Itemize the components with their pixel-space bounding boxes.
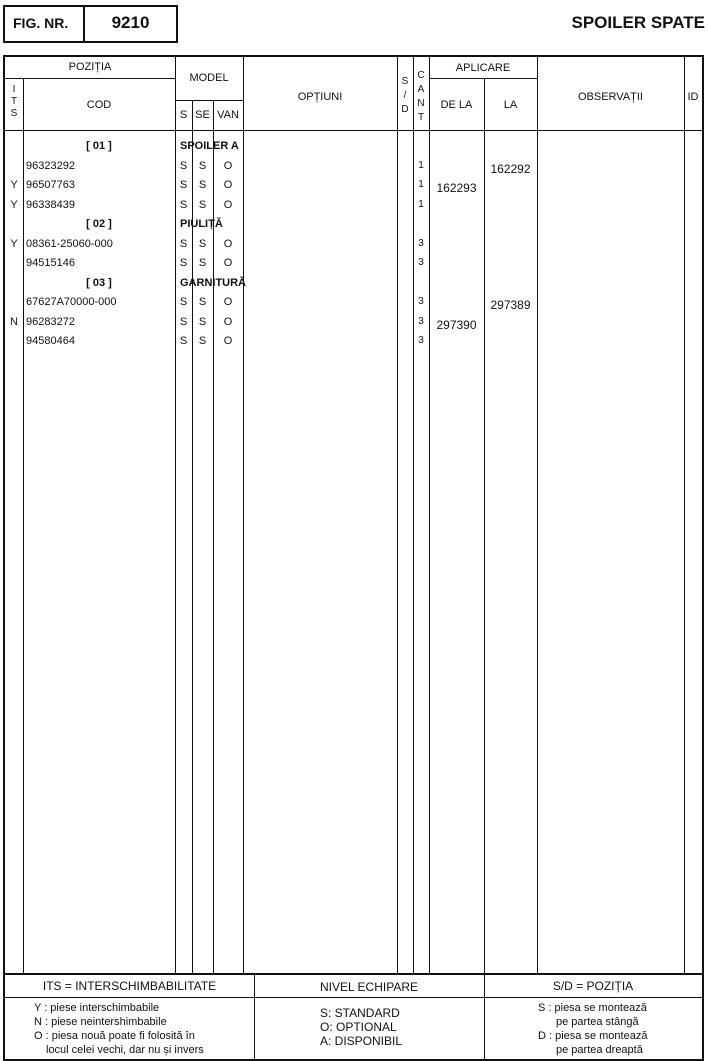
col-header-sd-1: S	[401, 76, 409, 87]
row-cod: [ 01 ]	[86, 140, 112, 152]
row-model-se: S	[198, 296, 207, 308]
row-cod: 94580464	[26, 335, 75, 347]
row-model-s: S	[179, 257, 188, 269]
col-header-de-la: DE LA	[440, 99, 473, 111]
row-model-s: S	[179, 159, 188, 172]
footer-its-line-4: locul celei vechi, dar nu și invers	[46, 1044, 204, 1056]
row-desc: PIULIȚĂ	[180, 218, 223, 230]
row-cod: 96338439	[26, 198, 75, 211]
col-header-id: ID	[687, 91, 699, 103]
col-header-model-van: VAN	[217, 109, 239, 121]
row-model-van: O	[223, 335, 233, 347]
row-cod: [ 03 ]	[86, 276, 112, 289]
row-de-la: 297390	[436, 317, 477, 332]
aplicare-underline	[429, 78, 537, 79]
col-header-its-1: I	[12, 84, 16, 95]
col-header-model-se: SE	[195, 109, 210, 121]
row-model-se: S	[198, 179, 207, 191]
model-underline	[175, 100, 243, 101]
col-header-cod: COD	[86, 99, 112, 111]
footer-its-line-1: Y : piese interschimbabile	[34, 1002, 160, 1014]
row-model-van: O	[223, 159, 233, 172]
body-bottom-line	[5, 973, 702, 975]
footer-its-title: ITS = INTERSCHIMBABILITATE	[42, 979, 217, 993]
page-title: SPOILER SPATE	[571, 13, 705, 32]
row-cant: 1	[418, 198, 424, 210]
col-header-cant-2: A	[417, 84, 425, 95]
row-model-se: S	[198, 237, 207, 250]
col-header-optiuni: OPȚIUNI	[297, 91, 343, 103]
footer-title-line	[5, 997, 702, 998]
row-its: Y	[10, 179, 18, 191]
row-its: Y	[10, 237, 18, 250]
row-la: 297389	[490, 298, 531, 312]
col-line-la	[537, 57, 538, 973]
col-line-cant	[429, 57, 430, 973]
footer-sd-title: S/D = POZIȚIA	[552, 979, 634, 993]
footer-sd-line-3: D : piesa se montează	[538, 1030, 648, 1042]
row-desc: GARNITURĂ	[180, 276, 246, 289]
row-model-se: S	[198, 198, 207, 211]
row-model-se: S	[198, 335, 207, 347]
row-model-se: S	[198, 315, 207, 328]
fig-label: FIG. NR.	[13, 15, 69, 31]
row-cod: 94515146	[26, 257, 75, 269]
row-cod: 67627A70000-000	[26, 296, 117, 308]
row-model-s: S	[179, 198, 188, 211]
col-line-se	[213, 100, 214, 973]
col-header-cant-1: C	[417, 70, 425, 81]
row-model-s: S	[179, 335, 188, 347]
row-cant: 1	[418, 159, 424, 171]
footer-sd-line-1: S : piesa se montează	[538, 1002, 647, 1014]
row-model-van: O	[223, 296, 233, 308]
col-header-observatii: OBSERVAȚII	[577, 91, 643, 103]
col-line-sd	[413, 57, 414, 973]
row-its: N	[10, 315, 18, 328]
col-header-sd-3: D	[401, 104, 409, 115]
col-line-dela	[484, 78, 485, 973]
row-cant: 3	[418, 257, 424, 268]
footer-nivel-title: NIVEL ECHIPARE	[319, 980, 419, 994]
col-line-its	[23, 78, 24, 973]
col-line-s	[192, 100, 193, 973]
footer-nivel-line-3: A: DISPONIBIL	[320, 1034, 403, 1048]
col-header-pozitia: POZIȚIA	[68, 61, 112, 73]
row-model-se: S	[198, 257, 207, 269]
row-cant: 3	[418, 296, 424, 307]
row-model-van: O	[223, 237, 233, 250]
row-cant: 1	[418, 179, 424, 190]
row-cant: 3	[418, 335, 424, 346]
row-cod: 96507763	[26, 179, 75, 191]
footer-its-line-3: O : piesa nouă poate fi folosită în	[34, 1030, 195, 1042]
col-header-aplicare: APLICARE	[455, 62, 511, 74]
col-header-model: MODEL	[189, 72, 229, 84]
row-its: Y	[10, 198, 18, 211]
col-header-its-3: S	[10, 108, 18, 119]
row-model-van: O	[223, 179, 233, 191]
row-model-van: O	[223, 198, 233, 211]
col-line-obs	[684, 57, 685, 973]
col-header-cant-3: N	[417, 98, 425, 109]
row-cod: 96283272	[26, 315, 75, 328]
header-bottom-line	[5, 130, 702, 131]
row-cod: 08361-25060-000	[26, 237, 113, 250]
col-header-model-s: S	[179, 109, 188, 121]
col-line-cod	[175, 57, 176, 973]
row-model-s: S	[179, 296, 188, 308]
fig-number: 9210	[111, 13, 150, 32]
col-header-la: LA	[503, 99, 518, 111]
col-header-sd-2: /	[403, 90, 407, 101]
col-header-cant-4: T	[417, 112, 425, 123]
col-line-optiuni	[397, 57, 398, 973]
row-cod: [ 02 ]	[86, 218, 112, 230]
footer-sd-line-4: pe partea dreaptă	[556, 1044, 643, 1056]
col-header-its-2: T	[10, 96, 18, 107]
row-la: 162292	[490, 161, 531, 176]
footer-sd-line-2: pe partea stângă	[556, 1016, 639, 1028]
row-desc: SPOILER A	[180, 140, 239, 152]
footer-its-line-2: N : piese neintershimbabile	[34, 1016, 167, 1028]
row-cant: 3	[418, 315, 424, 327]
row-model-s: S	[179, 237, 188, 250]
footer-nivel-line-1: S: STANDARD	[320, 1006, 400, 1020]
row-model-van: O	[223, 315, 233, 328]
footer-nivel-line-2: O: OPTIONAL	[320, 1020, 397, 1034]
row-cant: 3	[418, 237, 424, 249]
row-model-s: S	[179, 179, 188, 191]
row-de-la: 162293	[436, 181, 477, 195]
row-model-van: O	[223, 257, 233, 269]
row-model-se: S	[198, 159, 207, 172]
row-model-s: S	[179, 315, 188, 328]
pozitia-underline	[5, 78, 175, 79]
col-line-van	[243, 57, 244, 973]
row-cod: 96323292	[26, 159, 75, 172]
